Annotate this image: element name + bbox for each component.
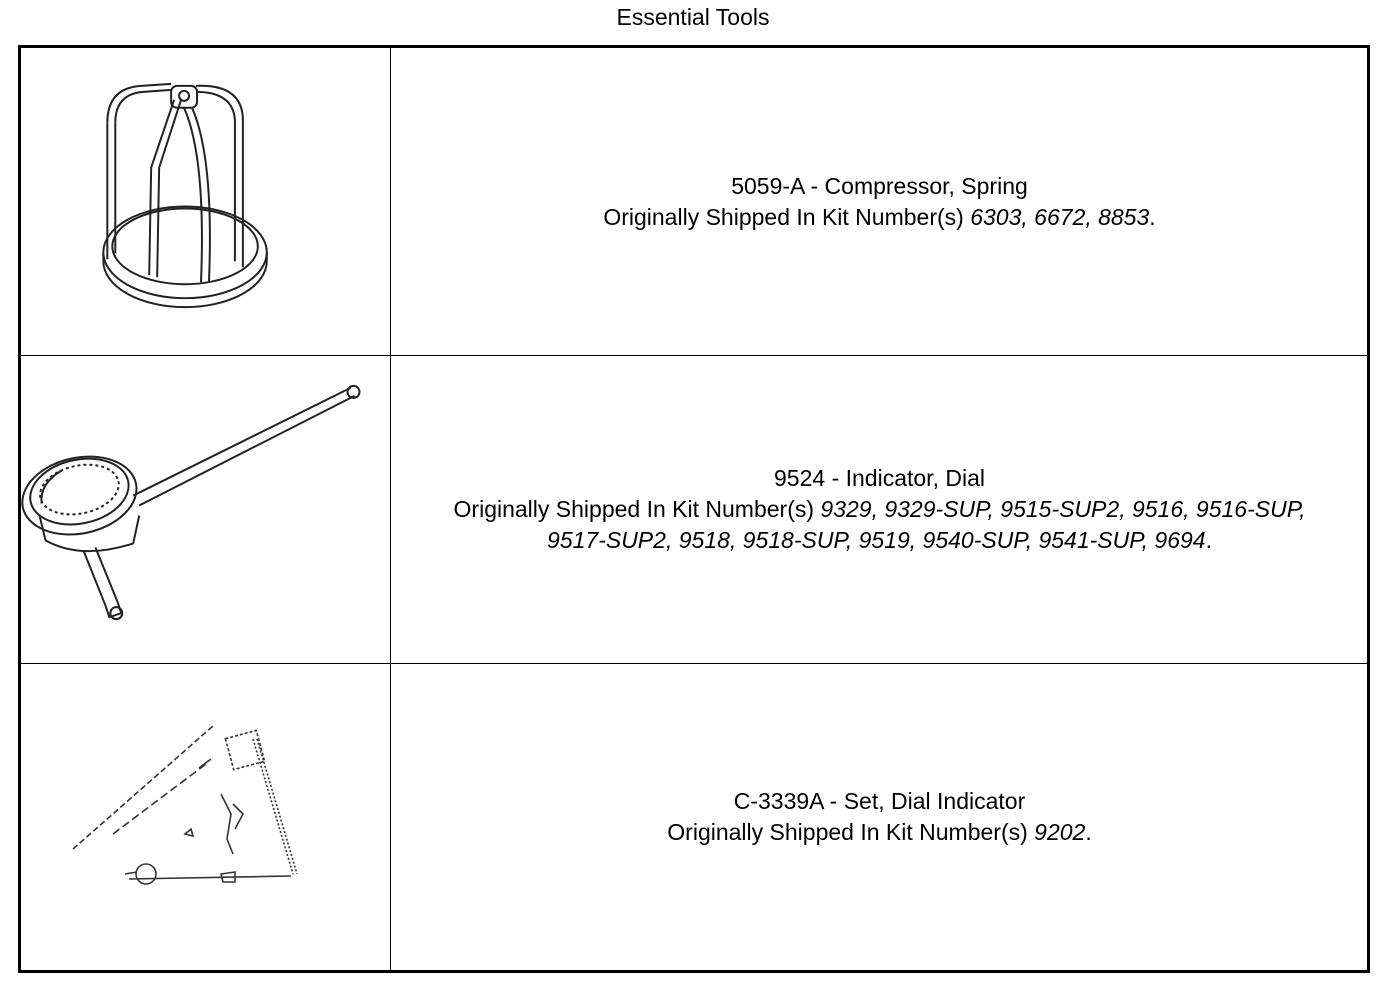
tool-image-cell xyxy=(21,356,391,663)
table-row xyxy=(21,356,1367,664)
spring-compressor-icon xyxy=(21,48,390,355)
tool-image-cell xyxy=(21,48,391,355)
tool-description xyxy=(392,356,1367,663)
tool-name: C-3339A - Set, Dial Indicator xyxy=(733,788,1026,814)
page-title: Essential Tools xyxy=(616,4,770,30)
tool-name: 5059-A - Compressor, Spring xyxy=(731,172,1028,199)
table-row xyxy=(21,664,1367,970)
kit-numbers: Originally Shipped In Kit Number(s) 6303, 6672, 8853. xyxy=(603,203,1156,230)
kit-numbers: Originally Shipped In Kit Number(s) 9202. xyxy=(667,819,1092,845)
kit-numbers: Originally Shipped In Kit Number(s) 9329, 9329-SUP, 9515-SUP2, 9516, 9516-SUP, xyxy=(453,496,1306,522)
table-row xyxy=(21,48,1367,356)
tool-description xyxy=(392,664,1367,970)
dial-indicator-icon xyxy=(21,356,390,663)
dial-indicator-set-icon xyxy=(21,664,390,970)
tool-name: 9524 - Indicator, Dial xyxy=(774,465,985,491)
tools-table xyxy=(18,45,1370,973)
tool-description xyxy=(392,48,1367,355)
kit-numbers-continued: 9517-SUP2, 9518, 9518-SUP, 9519, 9540-SUP, 9541-SUP, 9694. xyxy=(547,527,1212,553)
tool-image-cell xyxy=(21,664,391,970)
